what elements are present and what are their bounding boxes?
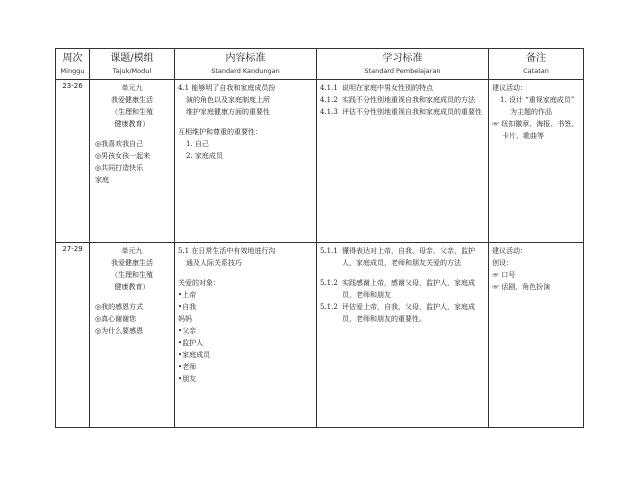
header-learning [317,49,489,80]
topic-item: ◎男孩女孩一起来 [95,152,151,160]
notes-cell [489,243,584,428]
learning-standard-text: 实践不分性别地重视自我和家庭成员的方法 [342,96,475,104]
header-week-zh: 周次 [62,53,83,64]
unit-subtitle-1: （生理和生殖 [111,271,153,279]
header-row [56,49,584,80]
content-item: •监护人 [178,339,204,347]
notes-heading: 建议活动： [492,84,527,92]
table-row [56,80,584,243]
topic-item: ◎真心谢谢您 [95,315,137,323]
content-standard-line: 演的角色以及家庭制度上所 [186,96,270,104]
content-item: 1. 自己 [186,140,209,148]
learning-standard-text: 评估爱上帝，自我，父母，监护人，家庭成员，老师和朋友的重要性。 [342,303,475,323]
learning-standard [320,277,485,301]
header-notes [489,49,584,80]
learning-standard-no: 5.1.1 [320,247,338,255]
header-week-ms: Minggu [60,67,85,75]
header-unit-zh: 课题/模组 [110,53,154,64]
notes-subheading: 创设： [492,259,513,267]
notes-item: 1. 设计 “重视家庭成员” 为主题的作品 [500,96,575,116]
learning-standard-no: 5.1.2 [320,303,338,311]
learning-standard-text: 评估不分性别地重视自我和家庭成员的重要性 [342,108,482,116]
content-standard-line: 通及人际关系技巧 [186,259,242,267]
content-item: •上帝 [178,291,197,299]
learning-standard [320,301,485,325]
content-item: •朋友 [178,375,197,383]
header-unit [90,49,175,80]
unit-cell [90,80,175,243]
learning-cell [317,243,489,428]
unit-number: 单元九 [121,84,143,92]
unit-subtitle-2: 健康教育） [114,120,150,128]
unit-cell [90,243,175,428]
unit-title: 我爱健康生活 [111,259,153,267]
learning-standard [320,106,485,118]
topic-item: ◎为什么要感恩 [95,327,144,335]
content-item: 2. 家庭成员 [186,152,223,160]
topic-item: ◎我喜欢我自己 [95,140,144,148]
topic-item: ◎我的感恩方式 [95,303,144,311]
notes-cell [489,80,584,243]
lesson-plan-table [55,48,584,428]
content-item: •父亲 [178,327,197,335]
content-subheading: 互相维护和尊重的重要性： [178,128,262,136]
notes-heading: 建议活动： [492,247,527,255]
learning-standard-no: 4.1.1 [320,84,338,92]
unit-number: 单元九 [121,247,143,255]
content-standard-line: 4.1 能够明了自我和家庭成员扮 [178,84,276,92]
topic-item-cont: 家庭 [95,176,109,184]
unit-subtitle-2: 健康教育） [114,283,150,291]
week-range: 23-26 [62,82,83,90]
notes-item: ☞ 口号 [492,271,516,279]
learning-standard [320,245,485,269]
week-range: 27-29 [62,245,83,253]
header-learning-ms: Standard Pembelajaran [364,67,441,75]
week-cell [56,80,90,243]
unit-subtitle-1: （生理和生殖 [111,108,153,116]
table-row [56,243,584,428]
header-unit-ms: Tajuk/Modul [112,67,152,75]
content-item: •家庭成员 [178,351,211,359]
unit-title: 我爱健康生活 [111,96,153,104]
header-notes-ms: Catatan [523,67,549,75]
content-subheading: 关爱的对象： [178,279,220,287]
learning-standard-text: 实践感谢上帝，感谢父母，监护人，家庭成员，老师和朋友 [342,279,475,299]
notes-item: ☞ 纽扣徽章、海报、书签、卡片、歌曲等 [492,120,579,140]
content-item: •自我 [178,303,197,311]
learning-standard-no: 4.1.3 [320,108,338,116]
learning-standard-no: 5.1.2 [320,279,338,287]
header-notes-zh: 备注 [526,53,546,64]
content-standard-line: 5.1 在日常生活中有效地进行沟 [178,247,276,255]
content-cell [175,243,317,428]
header-content [175,49,317,80]
learning-standard [320,82,485,94]
header-content-ms: Standard Kandungan [211,67,280,75]
content-item: 妈妈 [178,315,192,323]
notes-item: ☞ 话剧，角色扮演 [492,283,551,291]
learning-standard-no: 4.1.2 [320,96,338,104]
content-item: •老师 [178,363,197,371]
learning-standard-text: 懂得表达对上帝，自我，母亲，父亲，监护人，家庭成员，老师和朋友关爱的方法 [342,247,475,267]
topic-item: ◎共同打造快乐 [95,164,144,172]
learning-cell [317,80,489,243]
header-learning-zh: 学习标准 [382,53,423,64]
learning-standard-text: 说明在家庭中男女性别的特点 [342,84,433,92]
content-cell [175,80,317,243]
learning-standard [320,94,485,106]
header-content-zh: 内容标准 [225,53,266,64]
content-standard-line: 维护家庭健康方面的重要性 [186,108,270,116]
week-cell [56,243,90,428]
header-week [56,49,90,80]
